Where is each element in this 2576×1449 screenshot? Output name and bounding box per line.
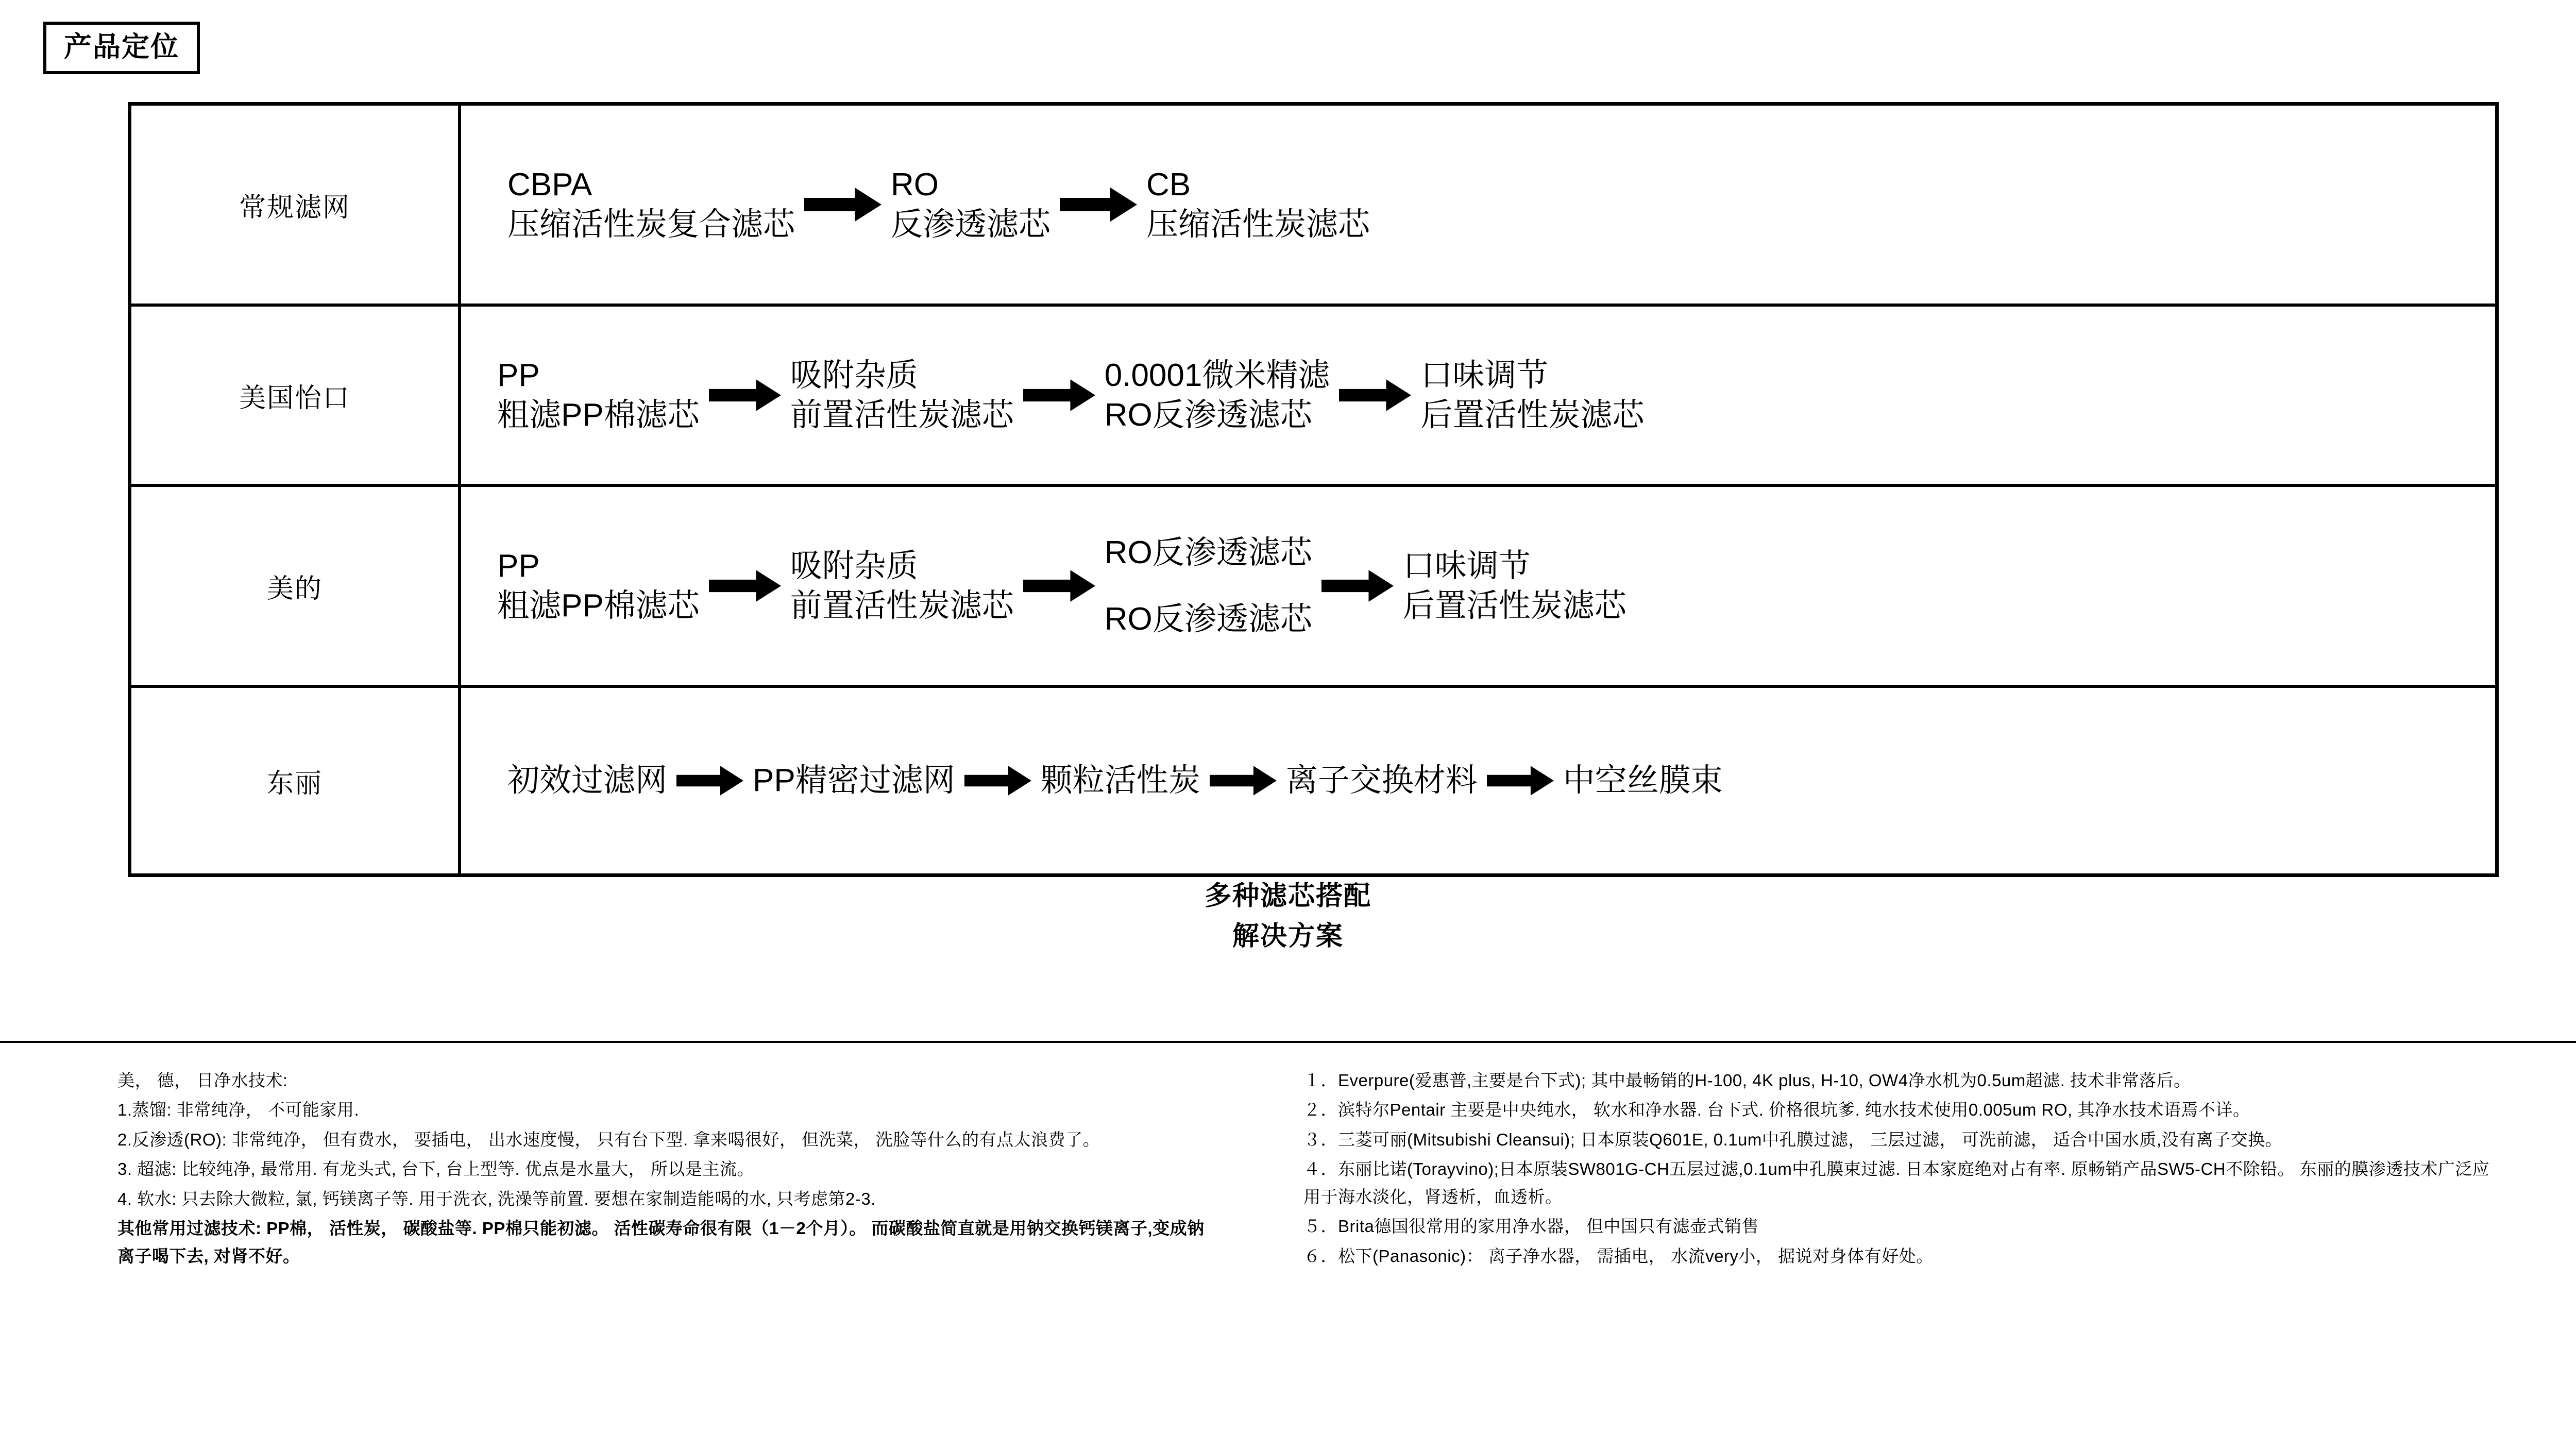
notes-right-column xyxy=(1303,1067,2504,1272)
row-body xyxy=(461,688,2495,873)
arrow-right-icon xyxy=(1014,377,1105,413)
stage-subtitle: 后置活性炭滤芯 xyxy=(1420,397,1645,433)
row-body xyxy=(461,106,2495,304)
stage-cell: 初效过滤网 xyxy=(507,763,668,799)
diagram-caption xyxy=(0,876,2576,956)
stage-subtitle: 压缩活性炭滤芯 xyxy=(1146,207,1370,242)
stage-subtitle: 前置活性炭滤芯 xyxy=(790,397,1014,433)
arrow-right-icon xyxy=(700,377,790,413)
note-paragraph: ２．滨特尔Pentair 主要是中央纯水， 软水和净水器. 台下式. 价格很坑爹. 纯水技术使用0.005um RO, 其净水技术语焉不详。 xyxy=(1303,1100,2250,1120)
stage-cell xyxy=(497,546,700,626)
stage-title: PP xyxy=(497,357,540,393)
arrow-right-icon xyxy=(1014,568,1105,604)
section-divider xyxy=(0,1041,2576,1043)
page-title: 产品定位 xyxy=(43,22,200,74)
row-label: 常规滤网 xyxy=(131,106,461,304)
stage-cell xyxy=(790,546,1014,626)
row-body xyxy=(461,487,2495,685)
arrow-right-icon xyxy=(1478,764,1563,797)
arrow-right-icon xyxy=(795,187,891,223)
note-paragraph-emphasis: 其他常用过滤技术: PP棉， 活性炭， 碳酸盐等. PP棉只能初滤。 活性碳寿命很有限（1－2个月）。 而碳酸盐简直就是用钠交换钙镁离子,变成钠离子喝下去, 对肾不好。 xyxy=(117,1219,1205,1266)
note-paragraph: 2.反渗透(RO): 非常纯净， 但有费水， 要插电， 出水速度慢， 只有台下型. 拿来喝很好， 但洗菜， 洗脸等什么的有点太浪费了。 xyxy=(117,1130,1100,1149)
stage-subtitle: 反渗透滤芯 xyxy=(891,207,1051,242)
stage-cell: PP精密过滤网 xyxy=(753,763,955,799)
stage-cell xyxy=(1146,165,1370,245)
row-body xyxy=(461,307,2495,484)
stage-title: 吸附杂质 xyxy=(790,548,918,584)
stage-cell xyxy=(891,165,1050,245)
stage-subtitle: RO反渗透滤芯 xyxy=(1104,601,1312,637)
stage-title: 0.0001微米精滤 xyxy=(1104,357,1330,393)
stage-subtitle: 粗滤PP棉滤芯 xyxy=(497,397,700,433)
note-paragraph: １．Everpure(爱惠普,主要是台下式); 其中最畅销的H-100, 4K plus, H-10, OW4净水机为0.5um超滤. 技术非常落后。 xyxy=(1303,1071,2191,1090)
note-paragraph: ６．松下(Panasonic)： 离子净水器， 需插电， 水流very小， 据说对身体有好处。 xyxy=(1303,1246,1934,1266)
stage-cell: 中空丝膜束 xyxy=(1563,763,1723,799)
note-paragraph: 美， 德， 日净水技术: xyxy=(117,1071,288,1090)
row-label: 东丽 xyxy=(131,688,461,873)
stage-title: CBPA xyxy=(507,166,592,203)
note-paragraph: ３．三菱可丽(Mitsubishi Cleansui); 日本原装Q601E, 0.1um中孔膜过滤， 三层过滤， 可洗前滤， 适合中国水质,没有离子交换。 xyxy=(1303,1130,2283,1149)
note-paragraph: ５．Brita德国很常用的家用净水器， 但中国只有滤壶式销售 xyxy=(1303,1217,1759,1236)
arrow-right-icon xyxy=(955,764,1041,797)
note-paragraph: 4. 软水: 只去除大微粒, 氯, 钙镁离子等. 用于洗衣, 洗澡等前置. 要想在家制造能喝的水, 只考虑第2-3. xyxy=(117,1189,876,1208)
row-label: 美国怡口 xyxy=(131,307,461,484)
table-row xyxy=(131,307,2495,487)
stage-cell: 离子交换材料 xyxy=(1285,763,1478,799)
row-label: 美的 xyxy=(131,487,461,685)
stage-title: 口味调节 xyxy=(1402,548,1531,584)
stage-subtitle: 粗滤PP棉滤芯 xyxy=(497,588,700,624)
stage-subtitle: 压缩活性炭复合滤芯 xyxy=(507,207,795,242)
notes-left-column xyxy=(117,1067,1215,1272)
caption-line-1: 多种滤芯搭配 xyxy=(1204,881,1371,911)
stage-cell: 颗粒活性炭 xyxy=(1040,763,1200,799)
stage-title: 口味调节 xyxy=(1420,357,1549,393)
stage-title: 吸附杂质 xyxy=(790,357,918,393)
note-paragraph: 3. 超滤: 比较纯净, 最常用. 有龙头式, 台下, 台上型等. 优点是水量大， 所以是主流。 xyxy=(117,1159,754,1179)
filter-comparison-table xyxy=(128,102,2499,877)
arrow-right-icon xyxy=(1200,764,1286,797)
table-row xyxy=(131,487,2495,688)
arrow-right-icon xyxy=(1330,377,1420,413)
arrow-right-icon xyxy=(1312,568,1403,604)
stage-title: PP xyxy=(497,548,540,584)
stage-title: RO xyxy=(891,166,939,203)
stage-cell xyxy=(507,165,795,245)
stage-cell xyxy=(1105,533,1312,639)
stage-title: CB xyxy=(1146,166,1191,203)
arrow-right-icon xyxy=(700,568,790,604)
note-paragraph: 1.蒸馏: 非常纯净， 不可能家用. xyxy=(117,1100,360,1120)
arrow-right-icon xyxy=(667,764,753,797)
arrow-right-icon xyxy=(1050,187,1146,223)
stage-cell xyxy=(790,356,1014,435)
table-row xyxy=(131,106,2495,307)
table-row xyxy=(131,688,2495,873)
stage-cell xyxy=(1403,546,1626,626)
stage-cell xyxy=(1105,356,1330,435)
stage-subtitle: RO反渗透滤芯 xyxy=(1104,397,1312,433)
stage-cell xyxy=(497,356,700,435)
stage-cell xyxy=(1420,356,1644,435)
stage-title: RO反渗透滤芯 xyxy=(1104,534,1312,570)
stage-subtitle: 前置活性炭滤芯 xyxy=(790,588,1014,624)
caption-line-2: 解决方案 xyxy=(1232,921,1344,951)
stage-subtitle: 后置活性炭滤芯 xyxy=(1402,588,1626,624)
note-paragraph: ４．东丽比诺(Torayvino);日本原装SW801G-CH五层过滤,0.1um中孔膜束过滤. 日本家庭绝对占有率. 原畅销产品SW5-CH不除铅。 东丽的膜渗透技术广泛应用于海水淡化，肾透析，血透析。 xyxy=(1303,1159,2490,1206)
